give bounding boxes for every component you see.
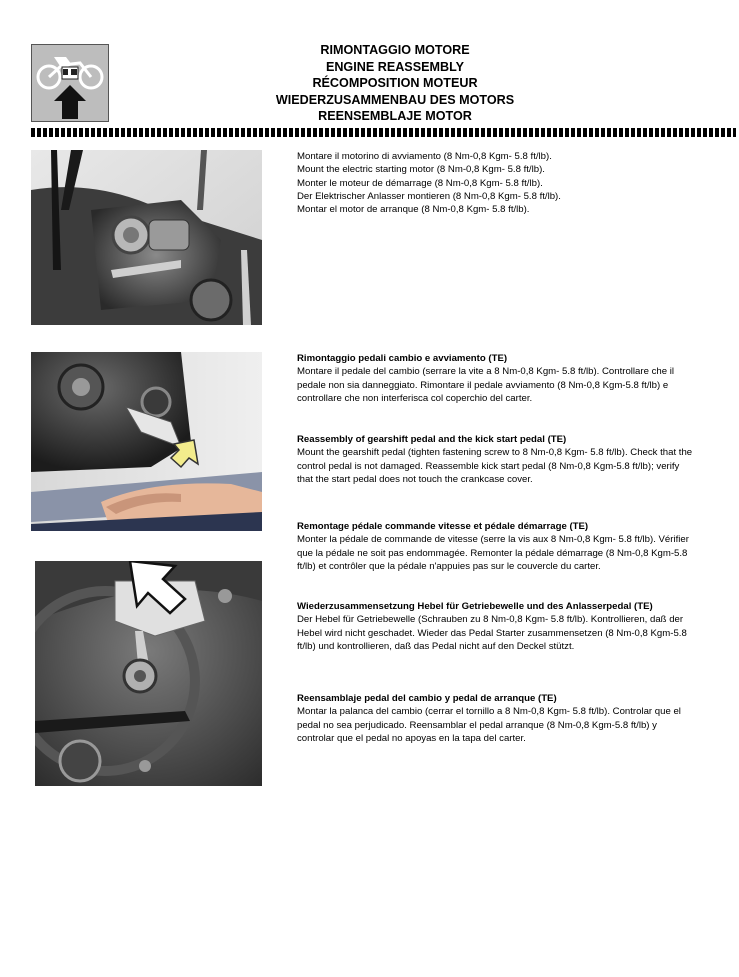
kick-start-pedal-photo xyxy=(35,561,262,786)
pedals-block-italian xyxy=(297,352,693,406)
pedals-block-spanish xyxy=(297,692,693,746)
pedals-block-german xyxy=(297,600,693,654)
instruction-line-it: Montare il motorino di avviamento (8 Nm-0,8 Kgm- 5.8 ft/lb). xyxy=(297,151,552,162)
title-spanish: REENSEMBLAJE MOTOR xyxy=(318,109,472,123)
instruction-line-en: Mount the electric starting motor (8 Nm-0,8 Kgm- 5.8 ft/lb). xyxy=(297,164,545,176)
block-body-fr: Monter la pédale de commande de vitesse (serre la vis aux 8 Nm-0,8 Kgm- 5.8 ft/lb). Vérifier que la pédale ne soit pas endommagée. Remonter la pédale démarrage (8 Nm-0,8 Kgm-5.8 ft/lb) et contrôler que la pédale n'appuies pas sur le couvercle du carter. xyxy=(297,534,689,573)
block-heading-de: Wiederzusammensetzung Hebel für Getriebewelle und des Anlasserpedal (TE) xyxy=(297,601,653,612)
gearshift-pedal-photo xyxy=(31,352,262,531)
block-heading-es: Reensamblaje pedal del cambio y pedal de arranque (TE) xyxy=(297,693,557,704)
section-starter-motor-text xyxy=(297,150,697,216)
instruction-line-fr: Monter le moteur de démarrage (8 Nm-0,8 Kgm- 5.8 ft/lb). xyxy=(297,177,543,189)
block-heading-en: Reassembly of gearshift pedal and the kick start pedal (TE) xyxy=(297,434,567,445)
pedals-block-french xyxy=(297,520,693,574)
instruction-line-de: Der Elektrischer Anlasser montieren (8 Nm-0,8 Kgm- 5.8 ft/lb). xyxy=(297,190,561,202)
starter-motor-photo xyxy=(31,150,262,325)
pedals-block-english xyxy=(297,433,693,487)
title-german: WIEDERZUSAMMENBAU DES MOTORS xyxy=(275,92,515,107)
title-french: RÉCOMPOSITION MOTEUR xyxy=(312,76,478,90)
title-italian: RIMONTAGGIO MOTORE xyxy=(320,43,470,57)
header-divider xyxy=(31,128,736,137)
block-body-en: Mount the gearshift pedal (tighten fastening screw to 8 Nm-0,8 Kgm- 5.8 ft/lb). Check that the control pedal is not damaged. Reassemble kick start pedal (8 Nm-0,8 Kgm-5.8 ft/lb); verify that the start pedal does not touch the crankcase cover. xyxy=(297,447,693,486)
instruction-line-es: Montar el motor de arranque (8 Nm-0,8 Kgm- 5.8 ft/lb). xyxy=(297,204,530,216)
block-heading-it: Rimontaggio pedali cambio e avviamento (TE) xyxy=(297,353,508,364)
block-body-it: Montare il pedale del cambio (serrare la vite a 8 Nm-0,8 Kgm- 5.8 ft/lb). Controllare che il pedale non sia danneggiato. Rimontare il pedale avviamento (8 Nm-0,8 Kgm-5.8 ft/lb) e controllare che non interferisca col coperchio del carter. xyxy=(297,366,674,405)
block-heading-fr: Remontage pédale commande vitesse et pédale démarrage (TE) xyxy=(297,521,589,532)
page-title-block xyxy=(200,42,590,125)
motorcycle-engine-icon xyxy=(32,45,108,121)
block-body-de: Der Hebel für Getriebewelle (Schrauben zu 8 Nm-0,8 Kgm- 5.8 ft/lb). Kontrollieren, daß der Hebel wird nicht geschadet. Wieder das Pedal Starter zusammensetzen (8 Nm-0,8 Kgm-5.8 ft/lb) und kontrollieren, daß das Pedal nicht auf den Deckel stützt. xyxy=(297,614,687,653)
title-english: ENGINE REASSEMBLY xyxy=(325,59,465,74)
block-body-es: Montar la palanca del cambio (cerrar el tornillo a 8 Nm-0,8 Kgm- 5.8 ft/lb). Controlar que el pedal no sea perjudicado. Reensamblar el pedal arranque (8 Nm-0,8 Kgm-5.8 ft/lb) y controlar que el pedal no apoyas en la tapa del carter. xyxy=(297,706,681,745)
engine-section-logo xyxy=(31,44,109,122)
